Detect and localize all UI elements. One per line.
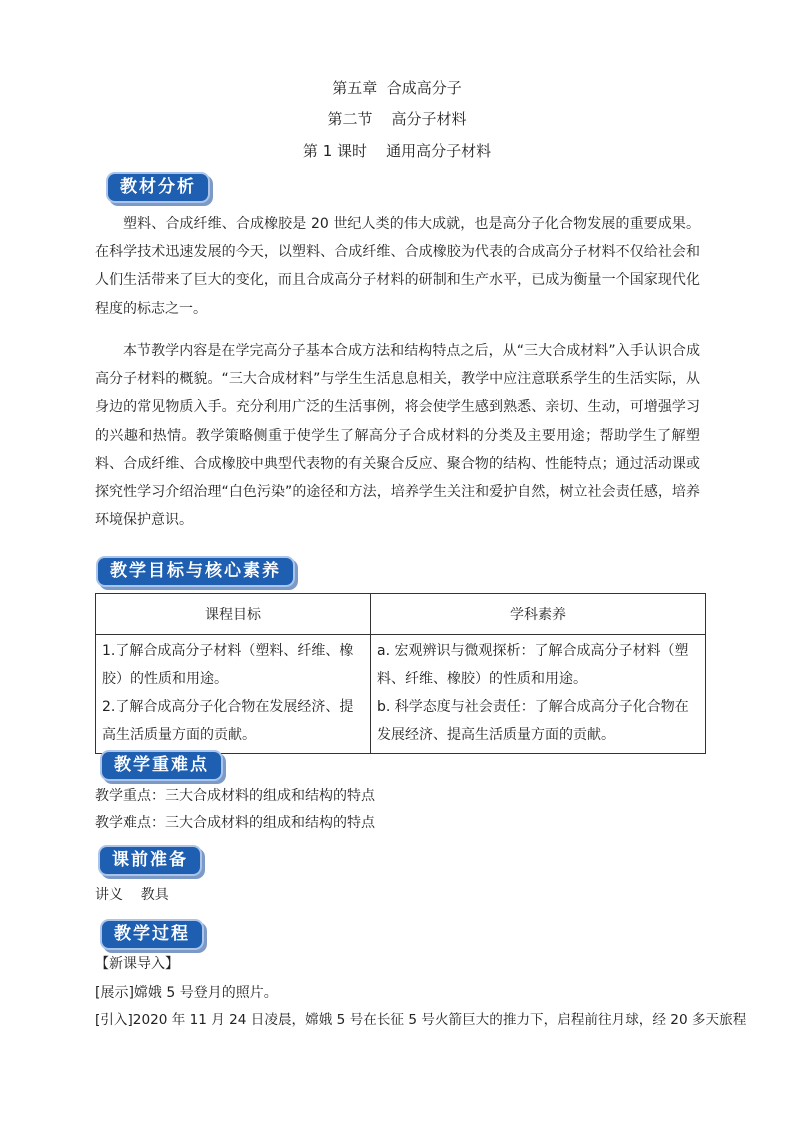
difficult-point-text: 教学难点：三大合成材料的组成和结构的特点 (95, 815, 375, 831)
new-lesson-intro-label: 【新课导入】 (95, 956, 179, 972)
goals-heading: 教学目标与核心素养 (98, 558, 293, 585)
column-header-literacy: 学科素养 (371, 594, 706, 635)
preparation-heading: 课前准备 (100, 847, 200, 874)
column-header-course-goals: 课程目标 (96, 594, 371, 635)
analysis-paragraph-1: 塑料、合成纤维、合成橡胶是 20 世纪人类的伟大成就，也是高分子化合物发展的重要成果。在科学技术迅速发展的今天，以塑料、合成纤维、合成橡胶为代表的合成高分子材料不仅给社会和人们生活带来了巨大的变化，而且合成高分子材料的研制和生产水平，已成为衡量一个国家现代化程度的标志之一。 (95, 216, 700, 317)
chapter-title: 第五章 合成高分子 (332, 79, 462, 97)
literacy-item: a. 宏观辨识与微观探析：了解合成高分子材料（塑料、纤维、橡胶）的性质和用途。 (377, 643, 689, 687)
literacy-cell (371, 635, 706, 754)
goals-table-header-row (96, 594, 706, 635)
show-text: [展示]嫦娥 5 号登月的照片。 (95, 985, 278, 1001)
key-points-heading: 教学重难点 (102, 752, 221, 779)
textbook-analysis-heading: 教材分析 (108, 174, 208, 201)
course-goals-cell (96, 635, 371, 754)
key-point-text: 教学重点：三大合成材料的组成和结构的特点 (95, 788, 375, 804)
goals-table-row (96, 635, 706, 754)
process-heading: 教学过程 (102, 921, 202, 948)
lead-in-text: [引入]2020 年 11 月 24 日凌晨，嫦娥 5 号在长征 5 号火箭巨大的推力下，启程前往月球，经 20 多天旅程 (95, 1012, 747, 1028)
goals-table (95, 593, 706, 754)
course-goal-item: 1.了解合成高分子材料（塑料、纤维、橡胶）的性质和用途。 (102, 643, 354, 687)
lesson-title: 第 1 课时 通用高分子材料 (302, 142, 492, 160)
analysis-paragraph-2: 本节教学内容是在学完高分子基本合成方法和结构特点之后，从“三大合成材料”入手认识合成高分子材料的概貌。“三大合成材料”与学生生活息息相关，教学中应注意联系学生的生活实际，从身边的常见物质入手。充分利用广泛的生活事例，将会使学生感到熟悉、亲切、生动，可增强学习的兴趣和热情。教学策略侧重于使学生了解高分子合成材料的分类及主要用途；帮助学生了解塑料、合成纤维、合成橡胶中典型代表物的有关聚合反应、聚合物的结构、性能特点；通过活动课或探究性学习介绍治理“白色污染”的途径和方法，培养学生关注和爱护自然，树立社会责任感，培养环境保护意识。 (95, 343, 700, 529)
literacy-item: b. 科学态度与社会责任：了解合成高分子化合物在发展经济、提高生活质量方面的贡献。 (377, 699, 689, 743)
section-title: 第二节 高分子材料 (327, 110, 467, 128)
course-goal-item: 2.了解合成高分子化合物在发展经济、提高生活质量方面的贡献。 (102, 699, 354, 743)
preparation-text: 讲义 教具 (95, 887, 169, 903)
